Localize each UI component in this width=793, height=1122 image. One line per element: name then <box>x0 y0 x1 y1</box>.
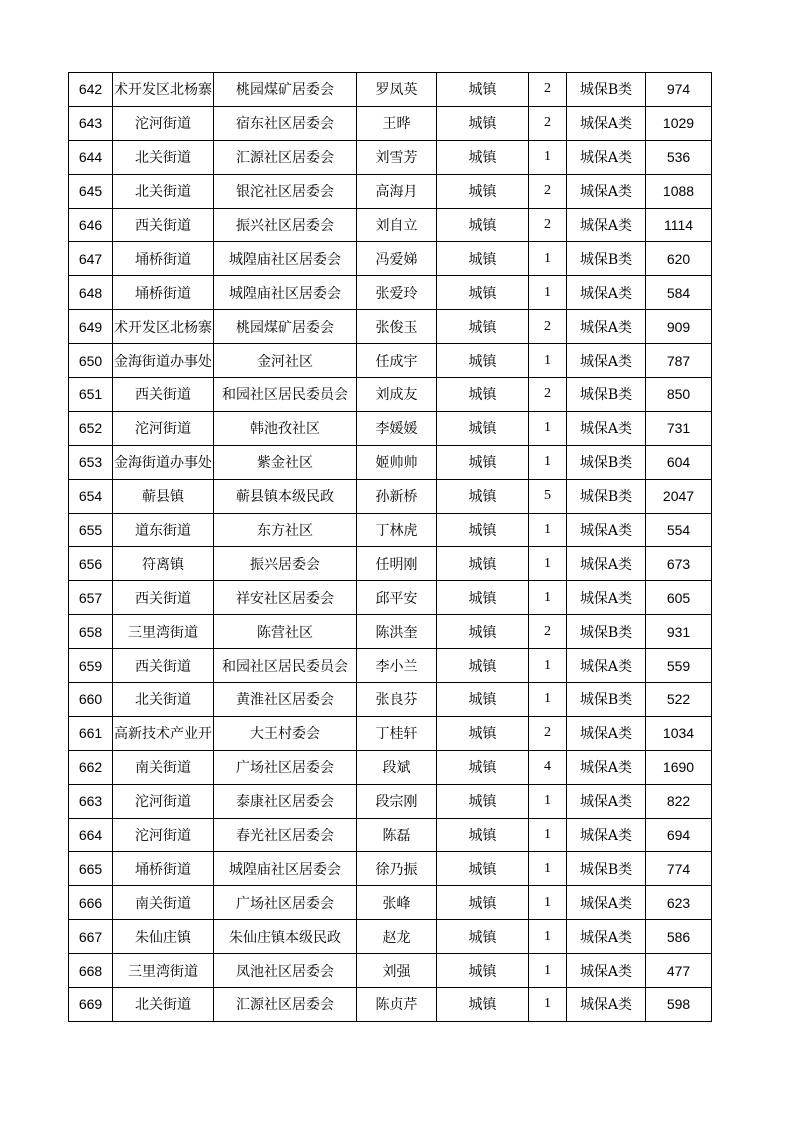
category-cell: 城保A类 <box>567 784 646 818</box>
table-row <box>69 479 712 513</box>
name-cell: 刘强 <box>357 954 437 988</box>
community-cell: 祥安社区居委会 <box>214 581 357 615</box>
table-row <box>69 513 712 547</box>
amount-cell: 822 <box>646 784 712 818</box>
community-cell: 汇源社区居委会 <box>214 140 357 174</box>
row-number-cell: 666 <box>69 886 113 920</box>
street-cell: 金海街道办事处 <box>113 445 214 479</box>
community-cell: 桃园煤矿居委会 <box>214 310 357 344</box>
amount-cell: 673 <box>646 547 712 581</box>
category-cell: 城保A类 <box>567 649 646 683</box>
community-cell: 桃园煤矿居委会 <box>214 73 357 107</box>
table-row <box>69 208 712 242</box>
area-type-cell: 城镇 <box>437 106 529 140</box>
area-type-cell: 城镇 <box>437 378 529 412</box>
area-type-cell: 城镇 <box>437 750 529 784</box>
category-cell: 城保B类 <box>567 73 646 107</box>
household-count-cell: 1 <box>529 276 567 310</box>
table-row <box>69 988 712 1022</box>
name-cell: 姬帅帅 <box>357 445 437 479</box>
row-number-cell: 668 <box>69 954 113 988</box>
household-count-cell: 1 <box>529 920 567 954</box>
household-count-cell: 2 <box>529 73 567 107</box>
community-cell: 广场社区居委会 <box>214 750 357 784</box>
name-cell: 徐乃振 <box>357 852 437 886</box>
community-cell: 广场社区居委会 <box>214 886 357 920</box>
row-number-cell: 643 <box>69 106 113 140</box>
community-cell: 宿东社区居委会 <box>214 106 357 140</box>
area-type-cell: 城镇 <box>437 954 529 988</box>
amount-cell: 598 <box>646 988 712 1022</box>
street-cell: 北关街道 <box>113 174 214 208</box>
street-cell: 符离镇 <box>113 547 214 581</box>
street-cell: 沱河街道 <box>113 411 214 445</box>
category-cell: 城保B类 <box>567 852 646 886</box>
household-count-cell: 1 <box>529 242 567 276</box>
area-type-cell: 城镇 <box>437 208 529 242</box>
street-cell: 北关街道 <box>113 683 214 717</box>
community-cell: 振兴社区居委会 <box>214 208 357 242</box>
name-cell: 刘雪芳 <box>357 140 437 174</box>
category-cell: 城保A类 <box>567 276 646 310</box>
street-cell: 金海街道办事处 <box>113 344 214 378</box>
area-type-cell: 城镇 <box>437 174 529 208</box>
table-row <box>69 750 712 784</box>
table-row <box>69 615 712 649</box>
table-row <box>69 242 712 276</box>
category-cell: 城保A类 <box>567 581 646 615</box>
table-row <box>69 818 712 852</box>
row-number-cell: 650 <box>69 344 113 378</box>
street-cell: 埇桥街道 <box>113 852 214 886</box>
amount-cell: 1029 <box>646 106 712 140</box>
street-cell: 沱河街道 <box>113 106 214 140</box>
row-number-cell: 669 <box>69 988 113 1022</box>
row-number-cell: 651 <box>69 378 113 412</box>
community-cell: 泰康社区居委会 <box>214 784 357 818</box>
community-cell: 黄淮社区居委会 <box>214 683 357 717</box>
street-cell: 西关街道 <box>113 649 214 683</box>
area-type-cell: 城镇 <box>437 242 529 276</box>
table-row <box>69 174 712 208</box>
household-count-cell: 1 <box>529 581 567 615</box>
row-number-cell: 661 <box>69 716 113 750</box>
name-cell: 陈贞芹 <box>357 988 437 1022</box>
area-type-cell: 城镇 <box>437 445 529 479</box>
amount-cell: 974 <box>646 73 712 107</box>
amount-cell: 1690 <box>646 750 712 784</box>
row-number-cell: 658 <box>69 615 113 649</box>
name-cell: 任明刚 <box>357 547 437 581</box>
table-row <box>69 784 712 818</box>
row-number-cell: 647 <box>69 242 113 276</box>
area-type-cell: 城镇 <box>437 513 529 547</box>
area-type-cell: 城镇 <box>437 276 529 310</box>
name-cell: 张峰 <box>357 886 437 920</box>
street-cell: 西关街道 <box>113 208 214 242</box>
community-cell: 汇源社区居委会 <box>214 988 357 1022</box>
community-cell: 振兴居委会 <box>214 547 357 581</box>
community-cell: 金河社区 <box>214 344 357 378</box>
street-cell: 埇桥街道 <box>113 276 214 310</box>
area-type-cell: 城镇 <box>437 479 529 513</box>
table-row <box>69 920 712 954</box>
household-count-cell: 1 <box>529 140 567 174</box>
household-count-cell: 1 <box>529 649 567 683</box>
community-cell: 城隍庙社区居委会 <box>214 852 357 886</box>
table-row <box>69 445 712 479</box>
table-row <box>69 276 712 310</box>
name-cell: 邱平安 <box>357 581 437 615</box>
category-cell: 城保A类 <box>567 140 646 174</box>
area-type-cell: 城镇 <box>437 886 529 920</box>
community-cell: 东方社区 <box>214 513 357 547</box>
household-count-cell: 1 <box>529 547 567 581</box>
amount-cell: 586 <box>646 920 712 954</box>
name-cell: 张良芬 <box>357 683 437 717</box>
street-cell: 术开发区北杨寨 <box>113 310 214 344</box>
category-cell: 城保A类 <box>567 954 646 988</box>
row-number-cell: 664 <box>69 818 113 852</box>
row-number-cell: 660 <box>69 683 113 717</box>
amount-cell: 605 <box>646 581 712 615</box>
community-cell: 城隍庙社区居委会 <box>214 276 357 310</box>
table-row <box>69 106 712 140</box>
name-cell: 刘自立 <box>357 208 437 242</box>
table-row <box>69 581 712 615</box>
category-cell: 城保A类 <box>567 411 646 445</box>
street-cell: 三里湾街道 <box>113 954 214 988</box>
table-body <box>69 73 712 1022</box>
roster-table <box>68 72 712 1022</box>
household-count-cell: 1 <box>529 411 567 445</box>
amount-cell: 623 <box>646 886 712 920</box>
table-row <box>69 344 712 378</box>
household-count-cell: 4 <box>529 750 567 784</box>
amount-cell: 1088 <box>646 174 712 208</box>
amount-cell: 554 <box>646 513 712 547</box>
row-number-cell: 662 <box>69 750 113 784</box>
row-number-cell: 649 <box>69 310 113 344</box>
area-type-cell: 城镇 <box>437 581 529 615</box>
household-count-cell: 2 <box>529 208 567 242</box>
name-cell: 段宗刚 <box>357 784 437 818</box>
street-cell: 北关街道 <box>113 988 214 1022</box>
area-type-cell: 城镇 <box>437 547 529 581</box>
row-number-cell: 645 <box>69 174 113 208</box>
row-number-cell: 646 <box>69 208 113 242</box>
community-cell: 大王村委会 <box>214 716 357 750</box>
name-cell: 冯爱娣 <box>357 242 437 276</box>
name-cell: 李小兰 <box>357 649 437 683</box>
area-type-cell: 城镇 <box>437 73 529 107</box>
row-number-cell: 659 <box>69 649 113 683</box>
amount-cell: 620 <box>646 242 712 276</box>
community-cell: 春光社区居委会 <box>214 818 357 852</box>
street-cell: 南关街道 <box>113 886 214 920</box>
area-type-cell: 城镇 <box>437 344 529 378</box>
area-type-cell: 城镇 <box>437 310 529 344</box>
household-count-cell: 1 <box>529 344 567 378</box>
category-cell: 城保A类 <box>567 513 646 547</box>
name-cell: 丁桂轩 <box>357 716 437 750</box>
household-count-cell: 1 <box>529 818 567 852</box>
category-cell: 城保A类 <box>567 988 646 1022</box>
name-cell: 刘成友 <box>357 378 437 412</box>
area-type-cell: 城镇 <box>437 649 529 683</box>
category-cell: 城保A类 <box>567 174 646 208</box>
name-cell: 陈洪奎 <box>357 615 437 649</box>
household-count-cell: 2 <box>529 174 567 208</box>
community-cell: 朱仙庄镇本级民政 <box>214 920 357 954</box>
category-cell: 城保B类 <box>567 445 646 479</box>
community-cell: 陈营社区 <box>214 615 357 649</box>
row-number-cell: 648 <box>69 276 113 310</box>
area-type-cell: 城镇 <box>437 852 529 886</box>
table-row <box>69 852 712 886</box>
category-cell: 城保B类 <box>567 683 646 717</box>
category-cell: 城保A类 <box>567 716 646 750</box>
category-cell: 城保A类 <box>567 106 646 140</box>
table-row <box>69 310 712 344</box>
street-cell: 西关街道 <box>113 378 214 412</box>
household-count-cell: 1 <box>529 445 567 479</box>
amount-cell: 787 <box>646 344 712 378</box>
street-cell: 沱河街道 <box>113 784 214 818</box>
row-number-cell: 655 <box>69 513 113 547</box>
row-number-cell: 657 <box>69 581 113 615</box>
street-cell: 蕲县镇 <box>113 479 214 513</box>
table-row <box>69 649 712 683</box>
name-cell: 李媛媛 <box>357 411 437 445</box>
household-count-cell: 2 <box>529 615 567 649</box>
amount-cell: 774 <box>646 852 712 886</box>
amount-cell: 1114 <box>646 208 712 242</box>
category-cell: 城保A类 <box>567 818 646 852</box>
row-number-cell: 665 <box>69 852 113 886</box>
community-cell: 蕲县镇本级民政 <box>214 479 357 513</box>
name-cell: 丁林虎 <box>357 513 437 547</box>
amount-cell: 931 <box>646 615 712 649</box>
name-cell: 任成宇 <box>357 344 437 378</box>
category-cell: 城保A类 <box>567 886 646 920</box>
table-row <box>69 954 712 988</box>
table-row <box>69 411 712 445</box>
community-cell: 韩池孜社区 <box>214 411 357 445</box>
area-type-cell: 城镇 <box>437 683 529 717</box>
community-cell: 和园社区居民委员会 <box>214 378 357 412</box>
name-cell: 赵龙 <box>357 920 437 954</box>
household-count-cell: 5 <box>529 479 567 513</box>
name-cell: 陈磊 <box>357 818 437 852</box>
community-cell: 银沱社区居委会 <box>214 174 357 208</box>
name-cell: 王晔 <box>357 106 437 140</box>
household-count-cell: 1 <box>529 988 567 1022</box>
name-cell: 张爱玲 <box>357 276 437 310</box>
community-cell: 凤池社区居委会 <box>214 954 357 988</box>
community-cell: 紫金社区 <box>214 445 357 479</box>
household-count-cell: 1 <box>529 784 567 818</box>
area-type-cell: 城镇 <box>437 920 529 954</box>
area-type-cell: 城镇 <box>437 140 529 174</box>
table-row <box>69 140 712 174</box>
area-type-cell: 城镇 <box>437 988 529 1022</box>
table-row <box>69 886 712 920</box>
street-cell: 西关街道 <box>113 581 214 615</box>
row-number-cell: 667 <box>69 920 113 954</box>
household-count-cell: 1 <box>529 513 567 547</box>
table-row <box>69 716 712 750</box>
table-row <box>69 378 712 412</box>
row-number-cell: 656 <box>69 547 113 581</box>
amount-cell: 694 <box>646 818 712 852</box>
household-count-cell: 2 <box>529 310 567 344</box>
amount-cell: 536 <box>646 140 712 174</box>
category-cell: 城保A类 <box>567 750 646 784</box>
category-cell: 城保B类 <box>567 242 646 276</box>
area-type-cell: 城镇 <box>437 716 529 750</box>
amount-cell: 522 <box>646 683 712 717</box>
amount-cell: 731 <box>646 411 712 445</box>
area-type-cell: 城镇 <box>437 818 529 852</box>
table-row <box>69 683 712 717</box>
street-cell: 道东街道 <box>113 513 214 547</box>
table-row <box>69 547 712 581</box>
household-count-cell: 1 <box>529 683 567 717</box>
household-count-cell: 2 <box>529 106 567 140</box>
row-number-cell: 652 <box>69 411 113 445</box>
amount-cell: 559 <box>646 649 712 683</box>
name-cell: 罗凤英 <box>357 73 437 107</box>
area-type-cell: 城镇 <box>437 411 529 445</box>
category-cell: 城保A类 <box>567 310 646 344</box>
household-count-cell: 1 <box>529 886 567 920</box>
table-row <box>69 73 712 107</box>
area-type-cell: 城镇 <box>437 784 529 818</box>
household-count-cell: 2 <box>529 378 567 412</box>
amount-cell: 477 <box>646 954 712 988</box>
amount-cell: 850 <box>646 378 712 412</box>
street-cell: 术开发区北杨寨 <box>113 73 214 107</box>
household-count-cell: 1 <box>529 852 567 886</box>
category-cell: 城保B类 <box>567 479 646 513</box>
amount-cell: 584 <box>646 276 712 310</box>
row-number-cell: 644 <box>69 140 113 174</box>
community-cell: 城隍庙社区居委会 <box>214 242 357 276</box>
category-cell: 城保A类 <box>567 920 646 954</box>
category-cell: 城保A类 <box>567 208 646 242</box>
amount-cell: 909 <box>646 310 712 344</box>
row-number-cell: 663 <box>69 784 113 818</box>
street-cell: 沱河街道 <box>113 818 214 852</box>
name-cell: 段斌 <box>357 750 437 784</box>
category-cell: 城保A类 <box>567 547 646 581</box>
amount-cell: 1034 <box>646 716 712 750</box>
amount-cell: 2047 <box>646 479 712 513</box>
area-type-cell: 城镇 <box>437 615 529 649</box>
household-count-cell: 1 <box>529 954 567 988</box>
street-cell: 埇桥街道 <box>113 242 214 276</box>
street-cell: 朱仙庄镇 <box>113 920 214 954</box>
household-count-cell: 2 <box>529 716 567 750</box>
name-cell: 高海月 <box>357 174 437 208</box>
street-cell: 北关街道 <box>113 140 214 174</box>
row-number-cell: 653 <box>69 445 113 479</box>
street-cell: 三里湾街道 <box>113 615 214 649</box>
street-cell: 南关街道 <box>113 750 214 784</box>
street-cell: 高新技术产业开 <box>113 716 214 750</box>
name-cell: 张俊玉 <box>357 310 437 344</box>
community-cell: 和园社区居民委员会 <box>214 649 357 683</box>
row-number-cell: 642 <box>69 73 113 107</box>
category-cell: 城保B类 <box>567 378 646 412</box>
category-cell: 城保A类 <box>567 344 646 378</box>
category-cell: 城保B类 <box>567 615 646 649</box>
amount-cell: 604 <box>646 445 712 479</box>
row-number-cell: 654 <box>69 479 113 513</box>
name-cell: 孙新桥 <box>357 479 437 513</box>
